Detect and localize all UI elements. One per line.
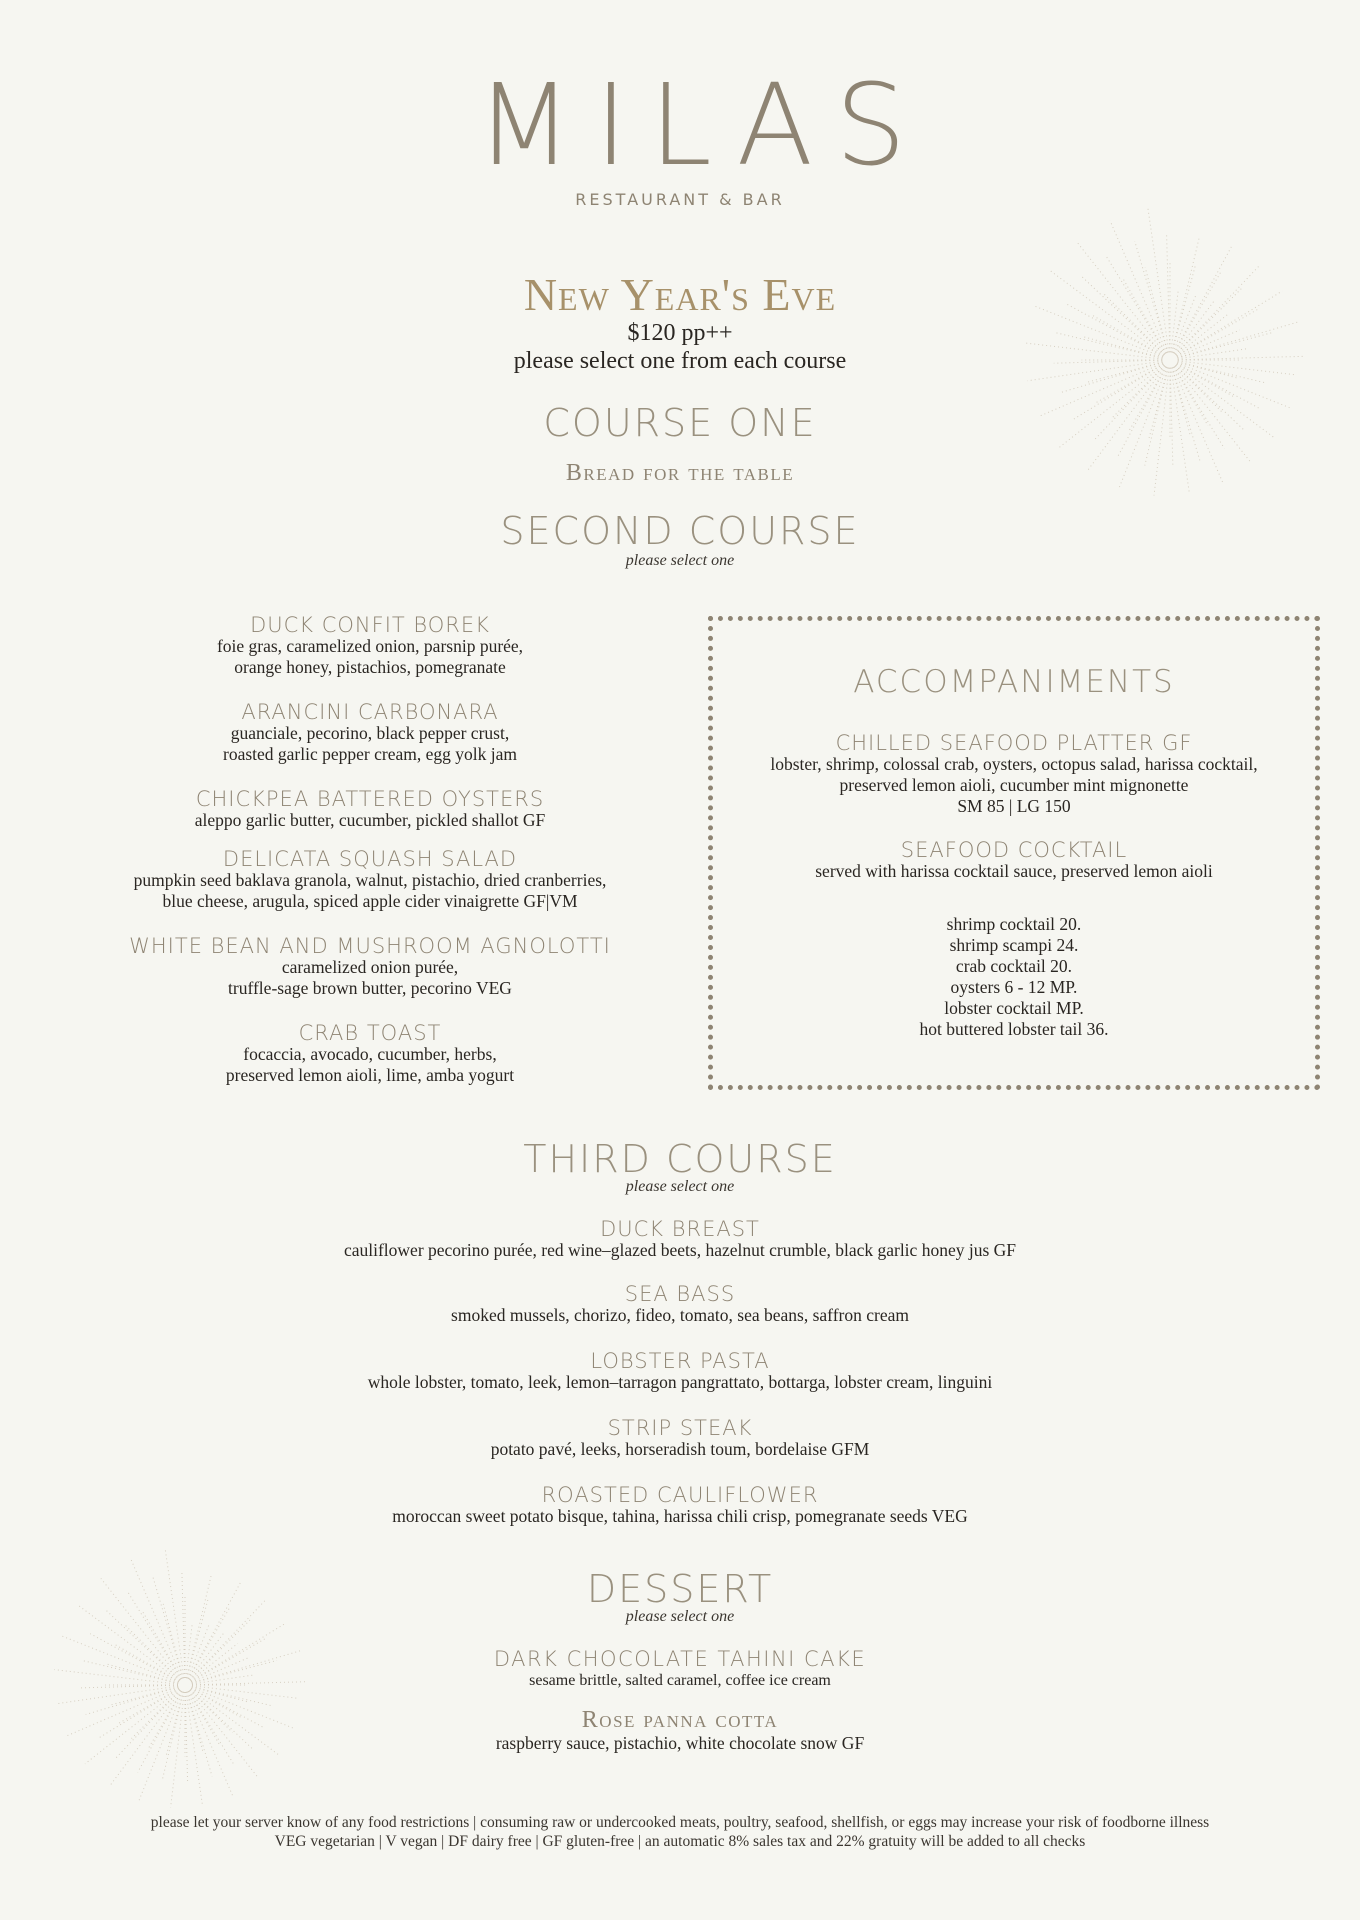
dish-name: DELICATA SQUASH SALAD (222, 847, 518, 871)
dish-name: Rose panna cotta (581, 1707, 779, 1733)
dish-name: STRIP STEAK (607, 1416, 753, 1440)
list-item (0, 1648, 1360, 1691)
dish-description: truffle-sage brown butter, pecorino VEG (228, 978, 512, 999)
list-item (70, 788, 670, 831)
dish-description: blue cheese, arugula, spiced apple cider vinaigrette GF|VM (162, 891, 578, 912)
list-item (0, 1708, 1360, 1754)
dish-description: aleppo garlic butter, cucumber, pickled shallot GF (194, 810, 546, 831)
third-course-note: please select one (625, 1178, 735, 1195)
list-item: lobster cocktail MP. (944, 998, 1084, 1018)
list-item (0, 1350, 1360, 1393)
dish-description: preserved lemon aioli, cucumber mint mignonette (839, 775, 1189, 796)
list-item (708, 732, 1320, 817)
dish-name: CHICKPEA BATTERED OYSTERS (195, 787, 545, 811)
list-item (70, 848, 670, 912)
restaurant-logo: MILAS (475, 61, 929, 191)
course-one-title: COURSE ONE (543, 401, 817, 445)
dish-name: SEA BASS (624, 1282, 736, 1306)
dish-price: SM 85 | LG 150 (957, 796, 1071, 817)
list-item (0, 1417, 1360, 1460)
list-item (70, 614, 670, 678)
dish-name: DUCK BREAST (600, 1217, 760, 1241)
dish-description: lobster, shrimp, colossal crab, oysters, octopus salad, harissa cocktail, (770, 754, 1258, 775)
dish-description: potato pavé, leeks, horseradish toum, bordelaise GFM (490, 1439, 870, 1460)
dish-description: raspberry sauce, pistachio, white chocolate snow GF (495, 1733, 865, 1754)
list-item (70, 701, 670, 765)
restaurant-subtitle: RESTAURANT & BAR (575, 190, 785, 209)
cocktail-price-list (708, 914, 1320, 1040)
dish-description: roasted garlic pepper cream, egg yolk jam (223, 744, 517, 765)
list-item (70, 1022, 670, 1086)
accompaniments-title: ACCOMPANIMENTS (853, 664, 1175, 700)
dish-description: cauliflower pecorino purée, red wine–glazed beets, hazelnut crumble, black garlic honey jus GF (343, 1240, 1017, 1261)
dessert-note: please select one (625, 1608, 735, 1625)
dish-name: WHITE BEAN AND MUSHROOM AGNOLOTTI (129, 934, 611, 958)
list-item: crab cocktail 20. (955, 956, 1073, 976)
dish-name: DARK CHOCOLATE TAHINI CAKE (493, 1647, 867, 1671)
course-one-item: Bread for the table (565, 460, 795, 486)
event-instruction: please select one from each course (513, 348, 847, 374)
list-item (0, 1484, 1360, 1527)
dessert-title: DESSERT (586, 1567, 774, 1611)
dish-name: CRAB TOAST (298, 1021, 442, 1045)
dish-name: ROASTED CAULIFLOWER (541, 1483, 819, 1507)
dish-description: guanciale, pecorino, black pepper crust, (230, 723, 510, 744)
footer-legend: VEG vegetarian | V vegan | DF dairy free | GF gluten-free | an automatic 8% sales tax and 22% gratuity will be added to all checks (274, 1833, 1086, 1850)
dish-name: LOBSTER PASTA (590, 1349, 770, 1373)
dish-name: DUCK CONFIT BOREK (250, 613, 490, 637)
list-item: shrimp cocktail 20. (946, 914, 1082, 934)
list-item: oysters 6 - 12 MP. (950, 977, 1078, 997)
dish-description: preserved lemon aioli, lime, amba yogurt (225, 1065, 515, 1086)
second-course-note: please select one (625, 552, 735, 569)
list-item (708, 839, 1320, 882)
second-course-title: SECOND COURSE (500, 509, 860, 553)
dish-description: orange honey, pistachios, pomegranate (234, 657, 506, 678)
dish-description: focaccia, avocado, cucumber, herbs, (243, 1044, 497, 1065)
event-title: New Year's Eve (523, 269, 837, 320)
third-course-title: THIRD COURSE (523, 1137, 837, 1181)
dish-description: pumpkin seed baklava granola, walnut, pistachio, dried cranberries, (133, 870, 607, 891)
footer-disclaimer: please let your server know of any food restrictions | consuming raw or undercooked meats, poultry, seafood, shellfish, or eggs may increase your risk of foodborne illness (150, 1814, 1210, 1831)
dish-name: SEAFOOD COCKTAIL (900, 838, 1128, 862)
list-item (0, 1283, 1360, 1326)
dish-description: caramelized onion purée, (281, 957, 459, 978)
dish-name: ARANCINI CARBONARA (241, 700, 499, 724)
dish-description: served with harissa cocktail sauce, preserved lemon aioli (815, 861, 1213, 882)
dish-description: smoked mussels, chorizo, fideo, tomato, sea beans, saffron cream (451, 1305, 909, 1326)
dish-description: whole lobster, tomato, leek, lemon–tarragon pangrattato, bottarga, lobster cream, linguini (367, 1372, 993, 1393)
dish-name: CHILLED SEAFOOD PLATTER GF (835, 731, 1193, 755)
event-price: $120 pp++ (627, 320, 733, 346)
dish-description: moroccan sweet potato bisque, tahina, harissa chili crisp, pomegranate seeds VEG (392, 1506, 968, 1527)
list-item: shrimp scampi 24. (949, 935, 1079, 955)
list-item (0, 1218, 1360, 1261)
dish-description: sesame brittle, salted caramel, coffee ice cream (529, 1672, 831, 1690)
list-item (70, 935, 670, 999)
list-item: hot buttered lobster tail 36. (919, 1019, 1109, 1039)
dish-description: foie gras, caramelized onion, parsnip purée, (216, 636, 524, 657)
